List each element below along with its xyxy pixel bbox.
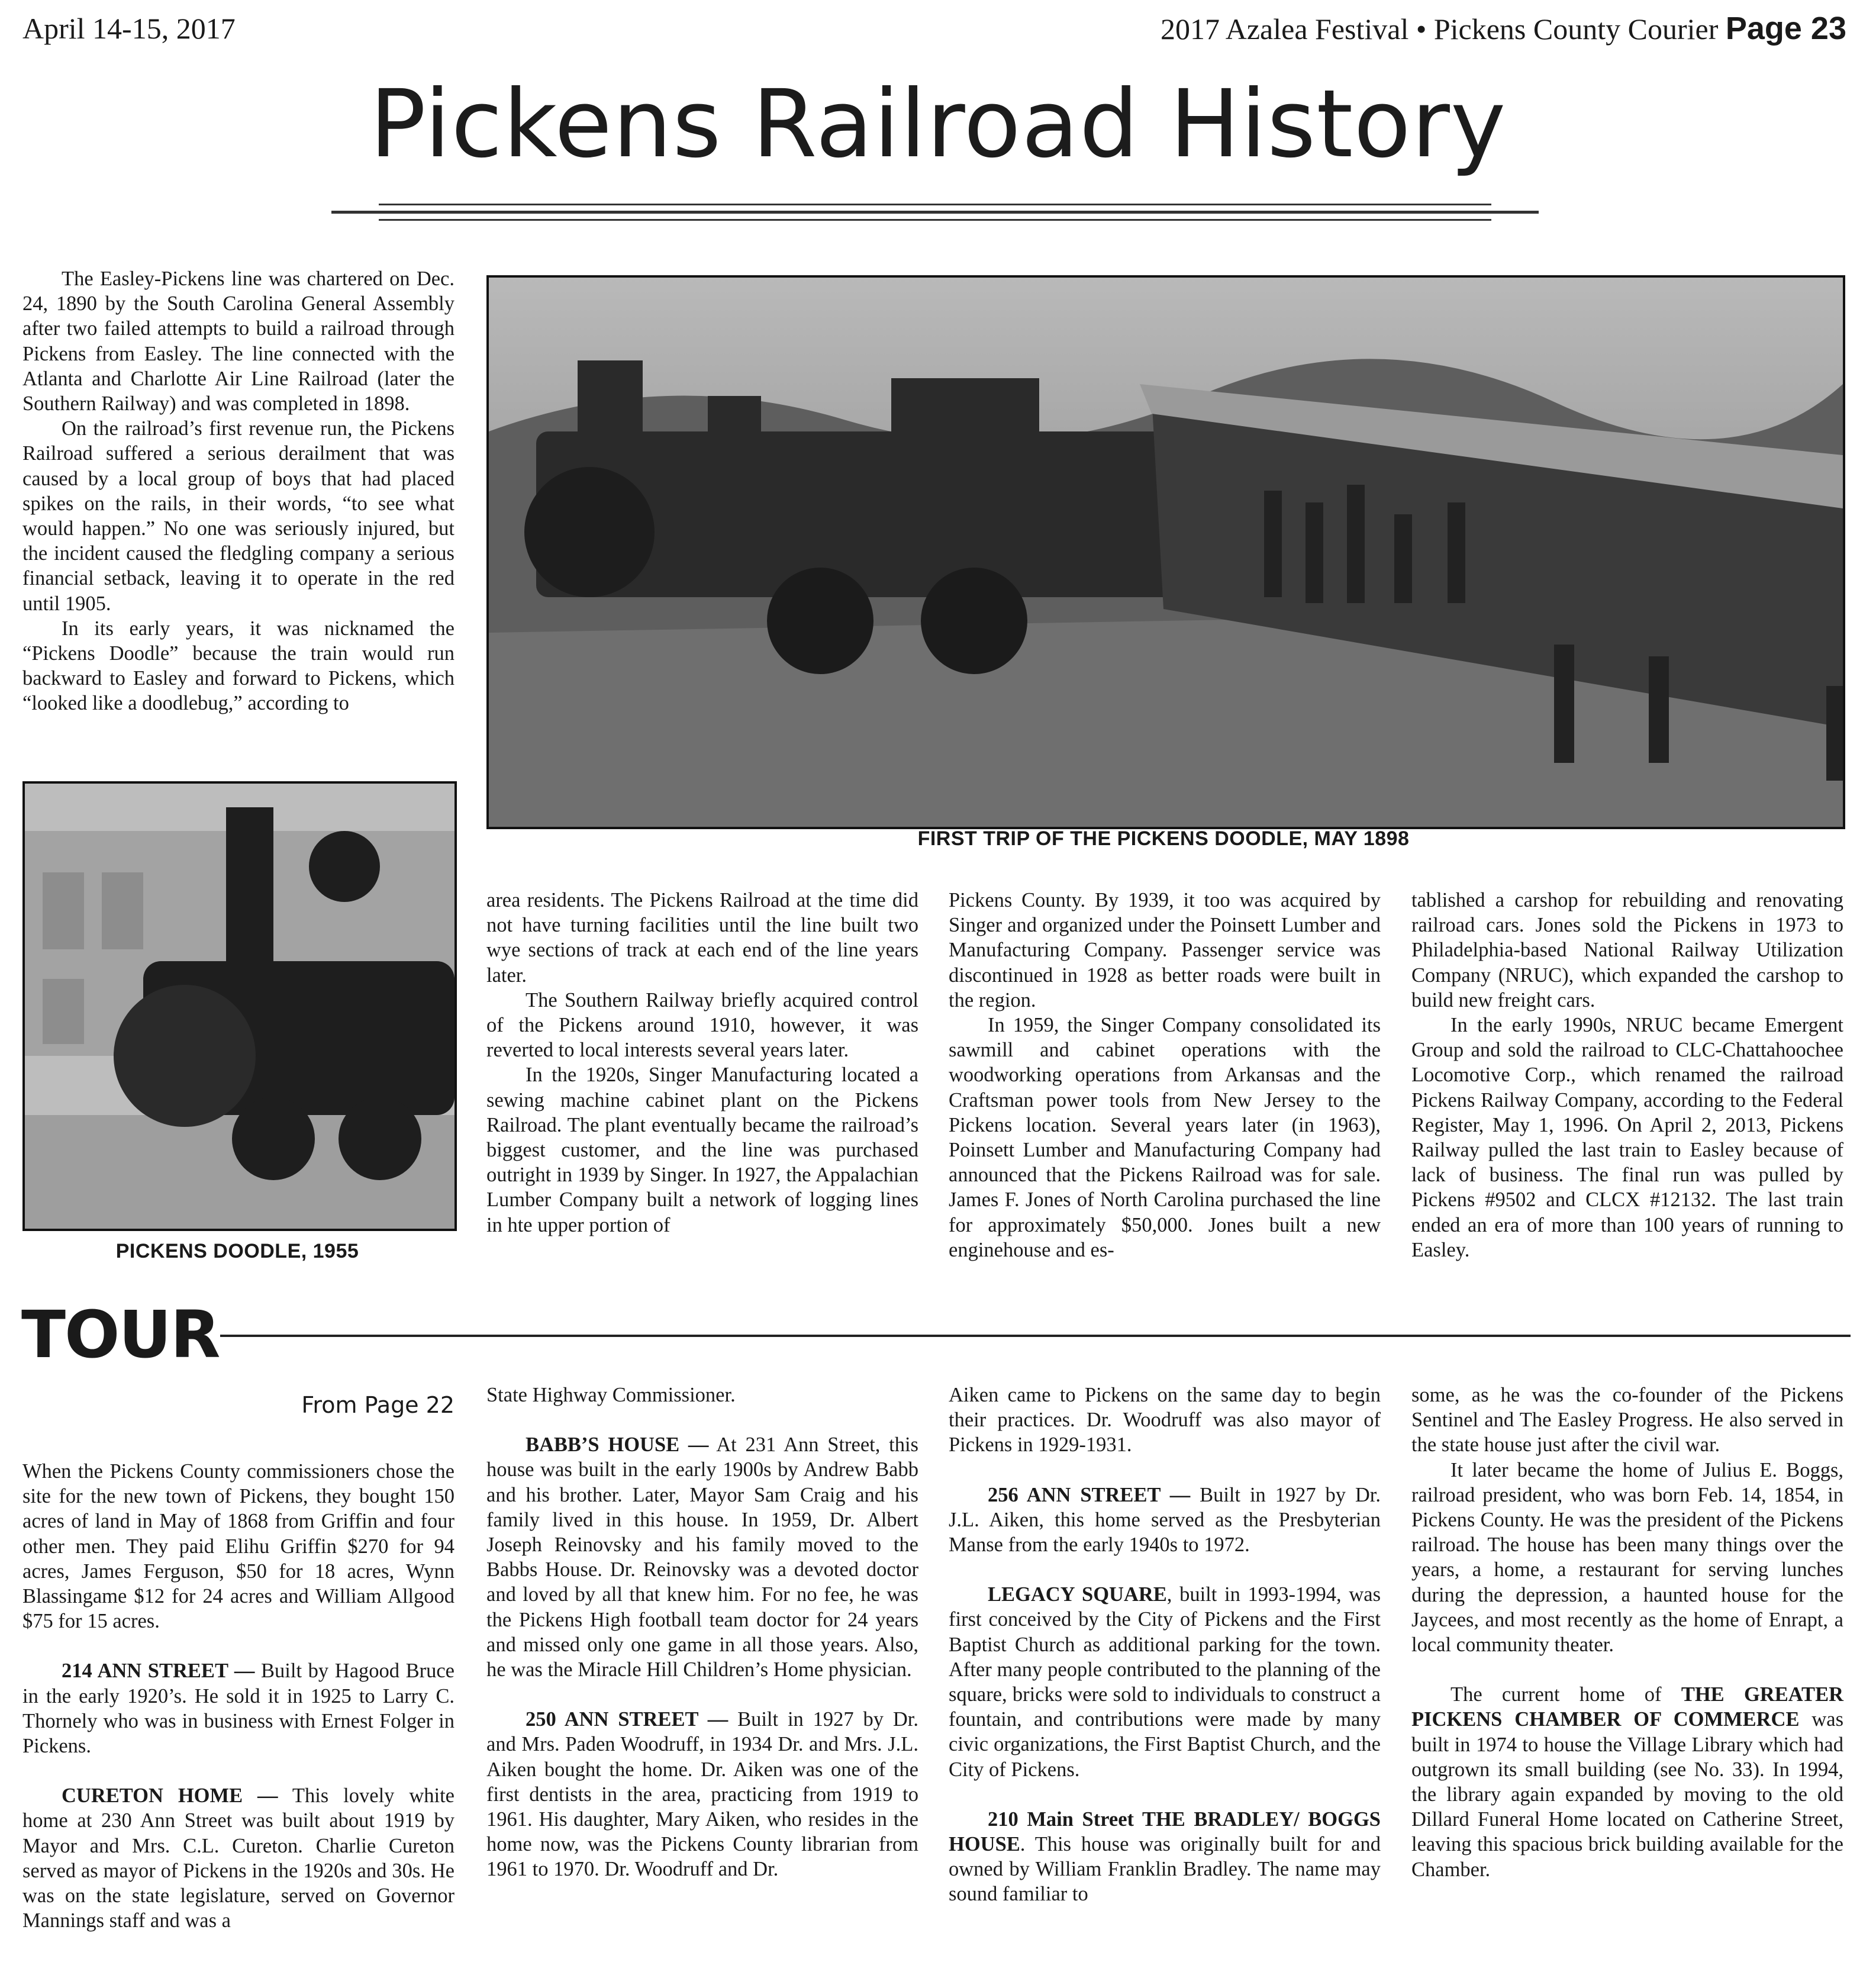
entry-cureton-home [22,1783,455,1933]
entry-text: At 231 Ann Street, this house was built in the early 1900s by Andrew Babb and his brother. Later, Mayor Sam Craig and his family lived in this house. In 1959, Dr. Albert Joseph Reinovsky and his family moved to the Babbs House. Dr. Reinovsky was a devoted doctor and loved by all that knew him. For no fee, he was the Pickens High football team doctor for 24 years and missed only one game in all those years. Also, he was the Miracle Hill Children’s Home physician. [486,1433,918,1681]
entry-text: , built in 1993-1994, was first conceived by the City of Pickens and the First Baptist Church as additional parking for the town. After many people contributed to the planning of the square, bricks were sold to individuals to construct a fountain, and contributions were made by many civic organizations, the First Baptist Church, and the City of Pickens. [949,1583,1381,1781]
paragraph: some, as he was the co-founder of the Pickens Sentinel and The Easley Progress. He also served in the state house just after the civil war. [1411,1384,1843,1457]
small-photo-caption: PICKENS DOODLE, 1955 [115,1240,359,1262]
headline: Pickens Railroad History [369,70,1507,179]
entry-babbs-house [486,1432,918,1682]
rule-line [379,204,1491,205]
main-photo-caption: FIRST TRIP OF THE PICKENS DOODLE, MAY 1898 [917,827,1410,850]
article-column-2 [486,888,918,1238]
publication-header [1161,11,1846,47]
paragraph: In the early 1990s, NRUC became Emergent Group and sold the railroad to CLC-Chattahoochee Locomotive Corp., which renamed the railroad Pickens Railway Company, according to the Federal Register, May 1, 1996. On April 2, 2013, Pickens Railway pulled the last train to Easley because of lack of business. The final run was pulled by Pickens #9502 and CLCX #12132. The last train ended an era of more than 100 years of running to Easley. [1411,1014,1843,1261]
tour-column-4 [1411,1383,1843,1882]
entry-heading: LEGACY SQUARE [988,1583,1167,1606]
page-number: Page 23 [1725,11,1846,46]
paragraph: Aiken came to Pickens on the same day to begin their practices. Dr. Woodruff was also mayor of Pickens in 1929-1931. [949,1384,1381,1457]
entry-text: Built in 1927 by Dr. and Mrs. Paden Woodruff, in 1934 Dr. and Mrs. J.L. Aiken bought the home. Dr. Aiken was one of the first dentists in the area, practicing from 1919 to 1961. His daughter, Mary Aiken, who resides in the home now, was the Pickens County librarian from 1961 to 1970. Dr. Woodruff and Dr. [486,1708,918,1881]
rule-line [331,211,1539,214]
entry-text: . This house was originally built for and owned by William Franklin Bradley. The name may sound familiar to [949,1833,1381,1906]
paragraph: When the Pickens County commissioners chose the site for the new town of Pickens, they bought 150 acres of land in May of 1868 from Griffin and four other men. They paid Elihu Griffin $270 for 94 acres, James Ferguson, $50 for 18 acres, Wynn Blassingame $12 for 24 acres and William Allgood $75 for 15 acres. [22,1460,455,1633]
derailment-photo-illustration [489,278,1843,827]
continued-from-label: From Page 22 [301,1392,455,1418]
entry-214-ann-street [22,1658,455,1758]
tour-column-2 [486,1383,918,1882]
entry-text: This lovely white home at 230 Ann Street was built about 1919 by Mayor and Mrs. C.L. Cureton. Charlie Cureton served as mayor of Pickens in the 1920s and 30s. He was on the state legislature, served on Governor Mannings staff and was a [22,1784,455,1932]
paragraph: It later became the home of Julius E. Boggs, railroad president, who was born Feb. 14, 1854, in Pickens County. He was the president of the Pickens railroad. The house has been many things over the years, a home, a restaurant for serving lunches during the depression, a haunted house for the Jaycees, and most recently as the home of Enrapt, a local community theater. [1411,1458,1843,1657]
main-photo-derailment [486,275,1845,829]
paragraph: In the 1920s, Singer Manufacturing located a sewing machine cabinet plant on the Pickens Railroad. The plant eventually became the railroad’s biggest customer, and the line was purchased outright in 1939 by Singer. In 1927, the Appalachian Lumber Company built a network of logging lines in hte upper portion of [486,1064,918,1236]
article-column-4 [1411,888,1843,1262]
paragraph: On the railroad’s first revenue run, the Pickens Railroad suffered a serious derailment that was caused by a local group of boys that had placed spikes on the rails, in their words, “to see what would happen.” No one was seriously injured, but the incident caused the fledgling company a serious financial setback, leaving it to operate in the red until 1905. [22,417,455,615]
publication-name: 2017 Azalea Festival • Pickens County Courier [1161,12,1719,46]
entry-text: was built in 1974 to house the Village Library which had outgrown its small building (see No. 33). In 1994, the library again expanded by moving to the old Dillard Funeral Home located on Catherine Street, leaving this spacious brick building available for the Chamber. [1411,1708,1844,1881]
entry-bradley-boggs-house [949,1807,1381,1907]
entry-heading: BABB’S HOUSE — [526,1433,709,1457]
tour-column-1 [22,1459,455,1933]
paragraph: area residents. The Pickens Railroad at the time did not have turning facilities until the line built two wye sections of track at each end of the line years later. [486,889,918,987]
small-photo-locomotive [22,781,457,1231]
entry-text: Built by Hagood Bruce in the early 1920’s. He sold it in 1925 to Larry C. Thornely who was in business with Ernest Folger in Pickens. [22,1660,455,1758]
paragraph: In its early years, it was nicknamed the “Pickens Doodle” because the train would run backward to Easley and forward to Pickens, which “looked like a doodlebug,” according to [22,617,455,715]
entry-heading: 250 ANN STREET — [526,1708,729,1731]
entry-intro: The current home of [1450,1683,1681,1706]
tour-rule [220,1335,1851,1337]
entry-heading: 256 ANN STREET — [988,1483,1191,1506]
entry-heading: 214 ANN STREET — [62,1660,255,1683]
locomotive-photo-illustration [25,784,455,1229]
paragraph: State Highway Commissioner. [486,1384,736,1406]
entry-heading: 210 Main Street THE BRADLEY/ BOGGS HOUSE [949,1808,1381,1856]
article-column-3 [949,888,1381,1262]
paragraph: The Easley-Pickens line was chartered on Dec. 24, 1890 by the South Carolina General Assembly after two failed attempts to build a railroad through Pickens from Easley. The line connected with the Atlanta and Charlotte Air Line Railroad (later the Southern Railway) and was completed in 1898. [22,268,455,415]
rule-line [379,219,1491,221]
entry-256-ann-street [949,1483,1381,1558]
entry-text: Built in 1927 by Dr. J.L. Aiken, this home served as the Presbyterian Manse from the early 1940s to 1972. [949,1483,1381,1557]
paragraph: The Southern Railway briefly acquired control of the Pickens around 1910, however, it was reverted to local interests several years later. [486,988,918,1062]
entry-heading: THE GREATER PICKENS CHAMBER OF COMMERCE [1411,1683,1843,1731]
entry-chamber-of-commerce [1411,1682,1843,1882]
entry-legacy-square [949,1582,1381,1782]
paragraph: Pickens County. By 1939, it too was acquired by Singer and organized under the Poinsett Lumber and Manufacturing Company. Passenger service was discontinued in 1928 as better roads were built in the region. [949,889,1381,1011]
tour-column-3 [949,1383,1381,1907]
entry-heading: CURETON HOME — [62,1784,278,1808]
paragraph: tablished a carshop for rebuilding and renovating railroad cars. Jones sold the Pickens in 1973 to Philadelphia-based National Railway Utilization Company (NRUC), which expanded the carshop to build new freight cars. [1411,889,1843,1011]
paragraph: In 1959, the Singer Company consolidated its sawmill and cabinet operations with the woodworking operations from Arkansas and the Craftsman power tools from New Jersey to the Pickens location. Several years later (in 1963), Poinsett Lumber and Manufacturing Company had announced that the Pickens Railroad was for sale. James F. Jones of North Carolina purchased the line for approximately $50,000. Jones built a new enginehouse and es- [949,1014,1381,1261]
tour-section-title: TOUR [21,1297,220,1372]
article-column-1 [22,266,455,716]
issue-date: April 14-15, 2017 [22,12,236,45]
entry-250-ann-street [486,1707,918,1881]
